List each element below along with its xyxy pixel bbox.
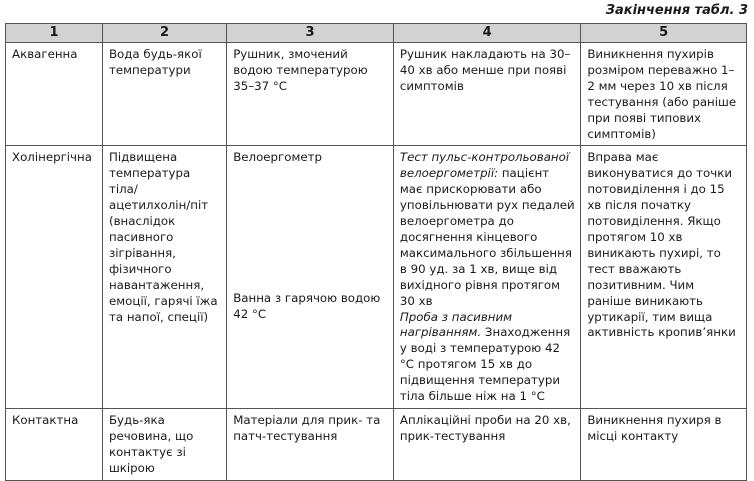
cell-trigger: Вода будь-якої температури: [102, 43, 226, 146]
cell-test-method: Рушник накладають на 30–40 хв або менше при появі симптомів: [393, 43, 580, 146]
table-row: [6, 146, 747, 409]
test-material-ergometer: Велоергометр: [233, 150, 322, 165]
cell-test-material: Рушник, змочений водою температурою 35–37 °С: [227, 43, 394, 146]
cell-result: Виникнення пухирів розміром переважно 1–2 мм через 10 хв після тестування (або раніше при появі типових симптомів): [581, 43, 747, 146]
column-header-4: 4: [393, 24, 580, 43]
test-title-passive-heating: Проба з пасивним нагріванням.: [399, 309, 513, 340]
cell-test-material: [227, 146, 394, 409]
table-row: [6, 43, 747, 146]
cell-type: Холінергічна: [6, 146, 103, 409]
cell-type: Аквагенна: [6, 43, 103, 146]
cell-trigger: Підвищена температура тіла/ ацетилхолін/піт (внаслідок пасивного зігрівання, фізичного навантаження, емоції, гарячі їжа та напої, спеції): [102, 146, 226, 409]
cell-result: Виникнення пухиря в місці контакту: [581, 408, 747, 480]
column-header-1: 1: [6, 24, 103, 43]
header-row: [6, 24, 747, 43]
cell-test-method: [393, 146, 580, 409]
test-material-hot-bath: Ванна з гарячою водою 42 °С: [233, 291, 381, 322]
column-header-2: 2: [102, 24, 226, 43]
cell-type: Контактна: [6, 408, 103, 480]
column-header-3: 3: [227, 24, 394, 43]
test-title-ergometry: Тест пульс-контрольованої велоергометрії:: [399, 150, 570, 181]
urticaria-tests-table: [5, 23, 747, 481]
table-row: [6, 408, 747, 480]
cell-test-material: Матеріали для прик- та патч-тестування: [227, 408, 394, 480]
cell-trigger: Будь-яка речовина, що контактує зі шкірою: [102, 408, 226, 480]
table-caption: Закінчення табл. 3: [605, 3, 748, 18]
column-header-5: 5: [581, 24, 747, 43]
cell-result: Вправа має виконуватися до точки потовиділення і до 15 хв після початку потовиділення. Якщо протягом 10 хв виникають пухирі, то тест вважають позитивним. Чим раніше виникають уртикарії, тим вища активність кропив’янки: [581, 146, 747, 409]
test-text-ergometry: пацієнт має прискорювати або уповільнювати рух педалей велоергометра до досягнення кінцевого максимального збільшення в 90 уд. за 1 хв, вище від вихідного рівня протягом 30 хв: [399, 166, 575, 308]
cell-test-method: Аплікаційні проби на 20 хв, прик-тестування: [393, 408, 580, 480]
test-text-passive-heating: Знаходження у воді з температурою 42 °С протягом 15 хв до підвищення температури тіла більше ніж на 1 °С: [399, 325, 571, 404]
